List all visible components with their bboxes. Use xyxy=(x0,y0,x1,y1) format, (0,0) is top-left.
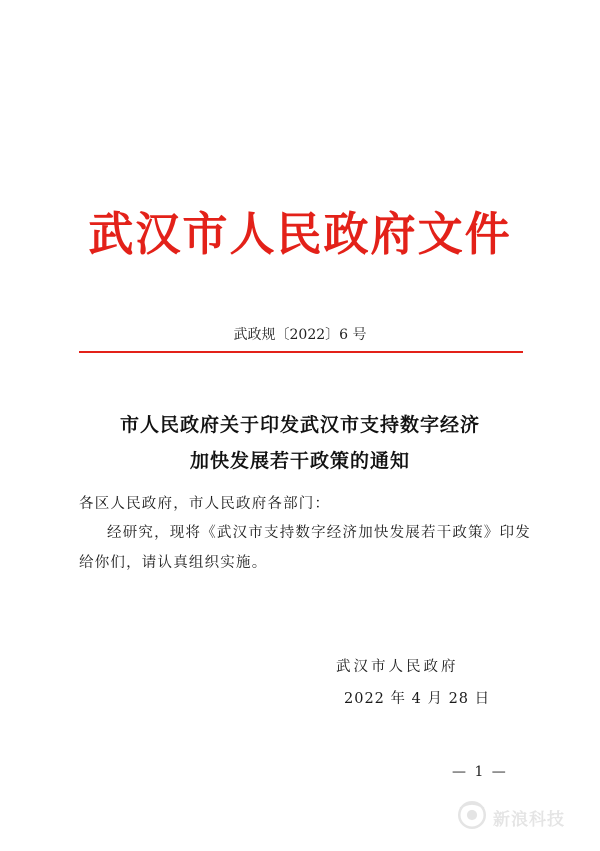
body-paragraph-line-2: 给你们，请认真组织实施。 xyxy=(79,555,268,571)
watermark-text: 新浪科技 xyxy=(493,809,565,830)
watermark-logo-icon xyxy=(455,798,489,836)
page-number: — 1 — xyxy=(452,764,508,780)
red-separator-line xyxy=(79,351,523,353)
notice-title-line-1: 市人民政府关于印发武汉市支持数字经济 xyxy=(119,414,480,436)
masthead-title: 武汉市人民政府文件 xyxy=(88,207,512,261)
salutation: 各区人民政府，市人民政府各部门： xyxy=(79,496,331,512)
document-number: 武政规〔2022〕6 号 xyxy=(233,327,367,343)
body-paragraph-line-1: 经研究，现将《武汉市支持数字经济加快发展若干政策》印发 xyxy=(107,525,531,541)
issue-date: 2022 年 4 月 28 日 xyxy=(344,691,491,707)
watermark xyxy=(455,797,590,837)
issuing-authority: 武汉市人民政府 xyxy=(336,659,459,675)
notice-title-line-2: 加快发展若干政策的通知 xyxy=(189,450,410,472)
